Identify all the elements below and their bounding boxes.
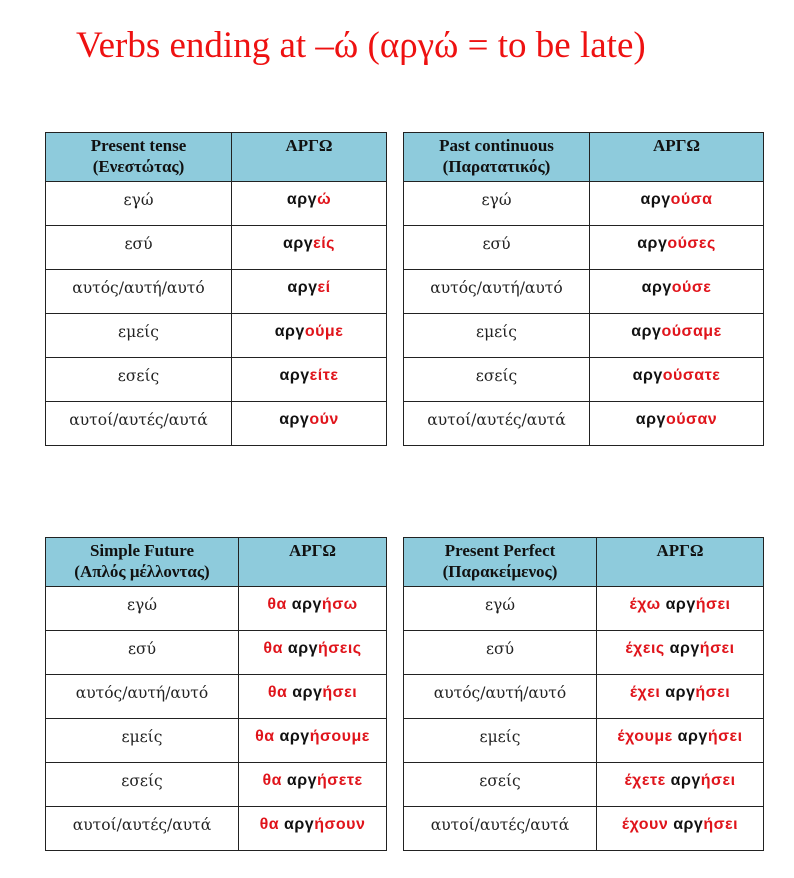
verb-ending: ήσει: [703, 816, 739, 833]
table-row: [404, 763, 764, 807]
table-row: [46, 719, 387, 763]
verb-stem: αργ: [673, 816, 704, 833]
verb-ending: ήσουμε: [309, 728, 370, 745]
tense-name-gr: (Ενεστώτας): [92, 157, 185, 176]
verb-ending: ήσω: [321, 596, 358, 613]
verb-header: ΑΡΓΩ: [239, 538, 387, 587]
tense-header: [404, 538, 597, 587]
pronoun-cell: εσείς: [46, 763, 239, 807]
tense-name-en: Present Perfect: [444, 541, 556, 560]
table-row: [404, 314, 764, 358]
table-row: [46, 270, 387, 314]
verb-stem: αργ: [279, 367, 310, 384]
verb-ending: έχεις: [625, 640, 670, 657]
pronoun-cell: αυτός/αυτή/αυτό: [404, 675, 597, 719]
verb-stem: αργ: [677, 728, 708, 745]
verb-form-cell: [590, 226, 764, 270]
verb-form-cell: [597, 763, 764, 807]
verb-form-cell: [597, 675, 764, 719]
table-row: [46, 358, 387, 402]
verb-stem: αργ: [286, 191, 318, 208]
verb-stem: αργ: [641, 279, 672, 296]
verb-ending: θα: [262, 772, 287, 789]
verb-form-cell: [239, 807, 387, 851]
verb-stem: αργ: [632, 367, 663, 384]
verb-ending: θα: [267, 684, 293, 701]
verb-ending: θα: [255, 728, 280, 745]
verb-ending: ούσαμε: [661, 323, 722, 340]
verb-ending: ήσει: [707, 728, 743, 745]
verb-ending: είτε: [309, 367, 339, 384]
verb-ending: έχει: [629, 684, 666, 701]
present-tense-table: [45, 132, 387, 446]
verb-form-cell: [590, 358, 764, 402]
verb-stem: αργ: [640, 191, 671, 208]
verb-ending: ήσουν: [314, 816, 366, 833]
table-row: [46, 182, 387, 226]
table-row: [46, 226, 387, 270]
verb-stem: αργ: [283, 235, 314, 252]
tense-header: [46, 538, 239, 587]
verb-form-cell: [239, 675, 387, 719]
tense-name-gr: (Παρακείμενος): [442, 562, 558, 581]
verb-ending: ώ: [317, 191, 332, 208]
verb-ending: ούσε: [671, 279, 712, 296]
page-title: Verbs ending at –ώ (αργώ = to be late): [76, 25, 646, 66]
verb-form-cell: [232, 270, 387, 314]
table-row: [404, 270, 764, 314]
tense-name-en: Present tense: [90, 136, 187, 155]
verb-ending: εί: [317, 279, 331, 296]
verb-header: ΑΡΓΩ: [597, 538, 764, 587]
verb-form-cell: [232, 402, 387, 446]
tense-name-en: Simple Future: [89, 541, 195, 560]
verb-form-cell: [232, 314, 387, 358]
pronoun-cell: αυτοί/αυτές/αυτά: [46, 807, 239, 851]
verb-form-cell: [590, 270, 764, 314]
table-row: [46, 763, 387, 807]
verb-header: ΑΡΓΩ: [232, 133, 387, 182]
verb-form-cell: [232, 226, 387, 270]
table-row: [404, 807, 764, 851]
tense-header: [46, 133, 232, 182]
table-row: [404, 719, 764, 763]
verb-form-cell: [590, 402, 764, 446]
pronoun-cell: εσύ: [404, 631, 597, 675]
verb-form-cell: [597, 807, 764, 851]
verb-stem: αργ: [291, 596, 322, 613]
tense-name-gr: (Απλός μέλλοντας): [74, 562, 210, 581]
verb-ending: θα: [259, 816, 285, 833]
verb-form-cell: [232, 358, 387, 402]
pronoun-cell: εσύ: [404, 226, 590, 270]
pronoun-cell: αυτός/αυτή/αυτό: [46, 270, 232, 314]
pronoun-cell: εσείς: [46, 358, 232, 402]
verb-header: ΑΡΓΩ: [590, 133, 764, 182]
present-perfect-table: [403, 537, 764, 851]
verb-ending: ήσει: [695, 596, 731, 613]
verb-stem: αργ: [286, 772, 318, 789]
table-row: [46, 807, 387, 851]
table-row: [404, 587, 764, 631]
verb-stem: αργ: [292, 684, 323, 701]
pronoun-cell: εσύ: [46, 631, 239, 675]
verb-form-cell: [239, 719, 387, 763]
verb-ending: ούσα: [670, 191, 713, 208]
table-row: [46, 631, 387, 675]
pronoun-cell: αυτοί/αυτές/αυτά: [46, 402, 232, 446]
verb-form-cell: [597, 587, 764, 631]
verb-ending: είς: [313, 235, 335, 252]
verb-stem: αργ: [665, 684, 696, 701]
table-row: [46, 675, 387, 719]
verb-form-cell: [239, 631, 387, 675]
verb-stem: αργ: [279, 411, 310, 428]
verb-form-cell: [597, 719, 764, 763]
verb-stem: αργ: [631, 323, 662, 340]
verb-form-cell: [239, 763, 387, 807]
verb-stem: αργ: [274, 323, 305, 340]
verb-stem: αργ: [279, 728, 310, 745]
pronoun-cell: εγώ: [404, 587, 597, 631]
verb-ending: θα: [263, 640, 288, 657]
pronoun-cell: αυτοί/αυτές/αυτά: [404, 402, 590, 446]
tense-header: [404, 133, 590, 182]
verb-ending: έχουν: [621, 816, 674, 833]
pronoun-cell: αυτός/αυτή/αυτό: [404, 270, 590, 314]
tense-name-en: Past continuous: [439, 136, 554, 155]
table-row: [46, 587, 387, 631]
verb-form-cell: [239, 587, 387, 631]
pronoun-cell: εμείς: [404, 719, 597, 763]
pronoun-cell: εμείς: [404, 314, 590, 358]
table-row: [404, 675, 764, 719]
pronoun-cell: εγώ: [404, 182, 590, 226]
verb-ending: ούσες: [667, 235, 716, 252]
simple-future-table: [45, 537, 387, 851]
table-row: [404, 226, 764, 270]
verb-ending: έχω: [629, 596, 666, 613]
verb-ending: ήσει: [700, 772, 736, 789]
table-row: [46, 402, 387, 446]
table-row: [404, 402, 764, 446]
verb-ending: ούσαν: [665, 411, 718, 428]
verb-ending: ήσει: [695, 684, 731, 701]
pronoun-cell: εσύ: [46, 226, 232, 270]
verb-stem: αργ: [670, 772, 701, 789]
table-row: [404, 358, 764, 402]
pronoun-cell: εγώ: [46, 182, 232, 226]
verb-stem: αργ: [287, 279, 318, 296]
verb-form-cell: [232, 182, 387, 226]
pronoun-cell: αυτός/αυτή/αυτό: [46, 675, 239, 719]
pronoun-cell: εμείς: [46, 314, 232, 358]
verb-stem: αργ: [287, 640, 318, 657]
verb-stem: αργ: [669, 640, 700, 657]
pronoun-cell: εγώ: [46, 587, 239, 631]
verb-ending: έχετε: [624, 772, 671, 789]
pronoun-cell: αυτοί/αυτές/αυτά: [404, 807, 597, 851]
verb-ending: ούν: [309, 411, 339, 428]
verb-form-cell: [590, 182, 764, 226]
table-row: [46, 314, 387, 358]
pronoun-cell: εσείς: [404, 358, 590, 402]
past-continuous-table: [403, 132, 764, 446]
verb-ending: ήσετε: [317, 772, 363, 789]
verb-ending: ούμε: [304, 323, 344, 340]
verb-ending: ήσει: [699, 640, 735, 657]
verb-ending: ήσεις: [318, 640, 362, 657]
verb-form-cell: [597, 631, 764, 675]
pronoun-cell: εμείς: [46, 719, 239, 763]
verb-ending: ήσει: [322, 684, 358, 701]
verb-stem: αργ: [665, 596, 696, 613]
verb-form-cell: [590, 314, 764, 358]
table-row: [404, 631, 764, 675]
tense-name-gr: (Παρατατικός): [442, 157, 551, 176]
verb-stem: αργ: [637, 235, 668, 252]
verb-ending: ούσατε: [662, 367, 721, 384]
verb-stem: αργ: [635, 411, 666, 428]
verb-ending: θα: [267, 596, 292, 613]
pronoun-cell: εσείς: [404, 763, 597, 807]
table-row: [404, 182, 764, 226]
verb-ending: έχουμε: [617, 728, 678, 745]
verb-stem: αργ: [284, 816, 315, 833]
